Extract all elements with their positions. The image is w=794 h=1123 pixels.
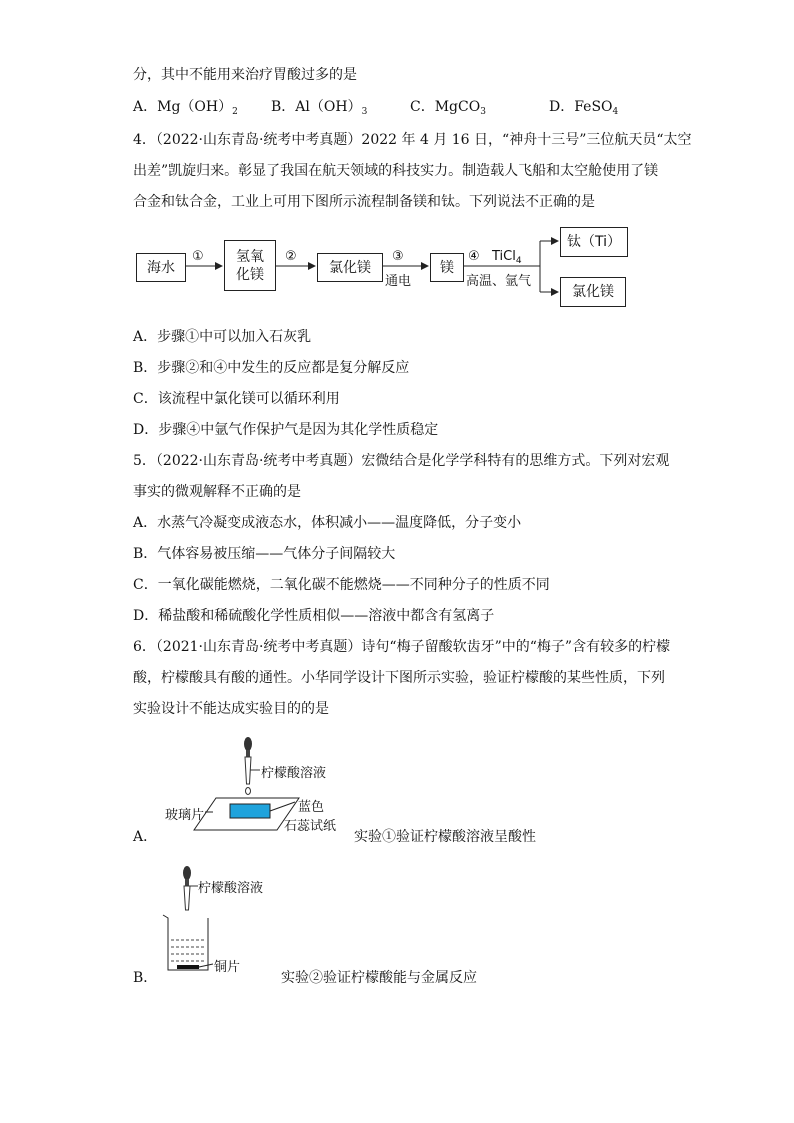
q3-option-d: D．FeSO$_4$: [549, 99, 619, 117]
q4-option-d: D．步骤④中氩气作保护气是因为其化学性质稳定: [133, 422, 439, 438]
label-step3: ③: [392, 249, 404, 264]
label-copper-sheet: 铜片: [214, 960, 241, 975]
mgoh2-line1: 氢氧: [236, 248, 264, 265]
label-reagent: TiCl$_4$: [492, 249, 522, 266]
q5-stem-line2: 事实的微观解释不正确的是: [133, 484, 301, 500]
q4-option-b: B．步骤②和④中发生的反应都是复分解反应: [133, 360, 410, 376]
label-citric-acid-a: 柠檬酸溶液: [261, 766, 327, 781]
label-step3-condition: 通电: [385, 274, 412, 289]
q6-stem-line1: 6．（2021·山东青岛·统考中考真题）诗句“梅子留酸软齿牙”中的“梅子”含有较多的柠檬: [133, 639, 671, 655]
copper-sheet-icon: [177, 965, 199, 969]
q6-option-a-caption: 实验①验证柠檬酸溶液呈酸性: [354, 829, 536, 845]
dropper-b-icon: [183, 866, 198, 910]
q4-stem-line1: 4．（2022·山东青岛·统考中考真题）2022 年 4 月 16 日，“神舟十三号”三位航天员“太空: [133, 132, 692, 148]
label-glass-slide: 玻璃片: [165, 808, 205, 823]
q4-stem-line3: 合金和钛合金，工业上可用下图所示流程制备镁和钛。下列说法不正确的是: [133, 194, 595, 210]
q4-option-c: C．该流程中氯化镁可以循环利用: [133, 391, 340, 407]
label-step4-condition: 高温、氩气: [466, 274, 532, 289]
q4-stem-line2: 出差”凯旋归来。彰显了我国在航天领域的科技实力。制造载人飞船和太空舱使用了镁: [133, 163, 659, 179]
flow-box-seawater: 海水: [136, 253, 186, 282]
label-step2: ②: [285, 249, 297, 264]
q4-option-a: A．步骤①中可以加入石灰乳: [133, 329, 312, 345]
q6-stem-line2: 酸，柠檬酸具有酸的通性。小华同学设计下图所示实验，验证柠檬酸的某些性质，下列: [133, 670, 665, 686]
flow-box-mgcl2: 氯化镁: [317, 253, 383, 282]
label-step4: ④: [468, 249, 480, 264]
q5-option-d: D．稀盐酸和稀硫酸化学性质相似——溶液中都含有氢离子: [133, 608, 495, 624]
flow-box-ti: 钛（Ti）: [560, 227, 628, 257]
q5-option-a: A．水蒸气冷凝变成液态水，体积减小——温度降低，分子变小: [133, 515, 522, 531]
label-litmus-paper: 石蕊试纸: [284, 819, 337, 834]
q5-stem-line1: 5．（2022·山东青岛·统考中考真题）宏微结合是化学学科特有的思维方式。下列对宏观: [133, 453, 670, 469]
q6-stem-line3: 实验设计不能达成实验目的的是: [133, 701, 329, 717]
copper-pointer: [199, 964, 213, 967]
q3-option-c: C．MgCO$_3$: [410, 99, 486, 117]
label-step1: ①: [192, 249, 204, 264]
flow-box-mgcl2-product: 氯化镁: [560, 277, 626, 307]
label-blue-paper: 蓝色: [298, 800, 325, 815]
q6-option-b-caption: 实验②验证柠檬酸能与金属反应: [281, 970, 477, 986]
q5-option-b: B．气体容易被压缩——气体分子间隔较大: [133, 546, 396, 562]
q6-option-b-letter: B．: [133, 970, 158, 986]
flow-box-mg: 镁: [430, 253, 464, 282]
q5-option-c: C．一氧化碳能燃烧，二氧化碳不能燃烧——不同种分子的性质不同: [133, 577, 550, 593]
mgoh2-line2: 化镁: [236, 266, 264, 283]
label-citric-acid-b: 柠檬酸溶液: [198, 881, 264, 896]
q6-option-a-letter: A．: [133, 829, 158, 845]
q3-option-a: A．$Mg(OH)_2$: [133, 99, 238, 117]
beaker-icon: [163, 915, 208, 970]
q3-option-b: B．$Al(OH)_3$: [271, 99, 368, 117]
q3-stem: 分，其中不能用来治疗胃酸过多的是: [133, 67, 357, 83]
